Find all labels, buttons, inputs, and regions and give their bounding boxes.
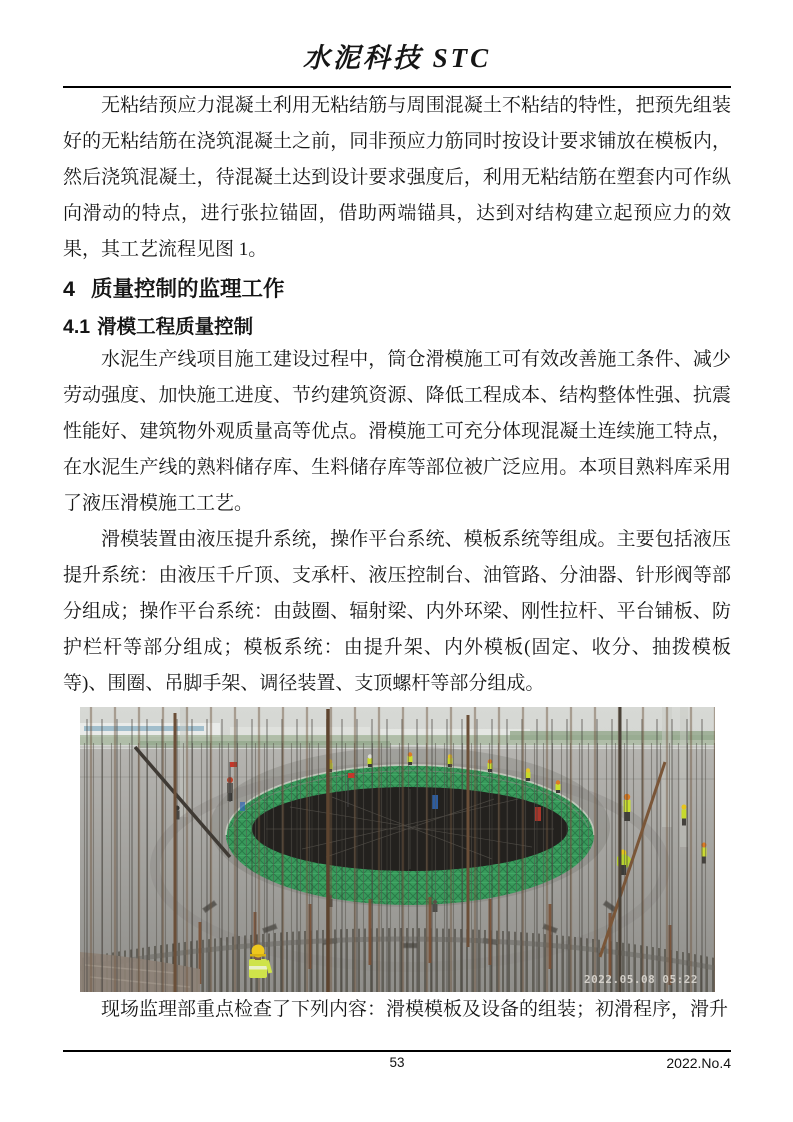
section-number: 4 — [63, 277, 75, 301]
page-footer — [63, 1050, 731, 1077]
paragraph-slipform-device: 滑模装置由液压提升系统，操作平台系统、模板系统等组成。主要包括液压提升系统：由液压千斤顶、支承杆、液压控制台、油管路、分油器、针形阀等部分组成；操作平台系统：由鼓圈、辐射梁、内外环梁、刚性拉杆、平台铺板、防护栏杆等部分组成；模板系统：由提升架、内外模板(固定、收分、抽拨模板等)、围圈、吊脚手架、调径装置、支顶螺杆等部分组成。 — [63, 529, 731, 694]
subsection-title: 滑模工程质量控制 — [97, 316, 254, 338]
paragraph-unbonded-prestress: 无粘结预应力混凝土利用无粘结筋与周围混凝土不粘结的特性，把预先组装好的无粘结筋在浇筑混凝土之前，同非预应力筋同时按设计要求铺放在模板内，然后浇筑混凝土，待混凝土达到设计要求强度后，利用无粘结筋在塑套内可作纵向滑动的特点，进行张拉锚固，借助两端锚具，达到对结构建立起预应力的效果，其工艺流程见图 1。 — [63, 95, 731, 260]
silo-slipform-photo-svg — [80, 707, 715, 992]
section-heading-4 — [63, 274, 731, 305]
page-number: 53 — [389, 1055, 405, 1070]
issue-number: 2022.No.4 — [666, 1055, 731, 1071]
paragraph-inspection: 现场监理部重点检查了下列内容：滑模模板及设备的组装；初滑程序，滑升 — [101, 999, 729, 1020]
subsection-number: 4.1 — [63, 316, 91, 338]
section-title: 质量控制的监理工作 — [90, 277, 285, 301]
paragraph-slipform-benefits: 水泥生产线项目施工建设过程中，筒仓滑模施工可有效改善施工条件、减少劳动强度、加快施工进度、节约建筑资源、降低工程成本、结构整体性强、抗震性能好、建筑物外观质量高等优点。滑模施工可充分体现混凝土连续施工特点，在水泥生产线的熟料储存库、生料储存库等部位被广泛应用。本项目熟料库采用了液压滑模施工工艺。 — [63, 349, 731, 514]
subsection-heading-4-1 — [63, 313, 731, 342]
footer-rule — [63, 1050, 731, 1052]
page-content — [63, 0, 731, 1028]
rebar-overlay — [80, 707, 715, 992]
construction-photo — [80, 707, 715, 992]
footer-row — [63, 1055, 731, 1077]
journal-title: 水泥科技 STC — [302, 43, 492, 73]
photo-timestamp: 2022.05.08 05:22 — [584, 973, 698, 986]
